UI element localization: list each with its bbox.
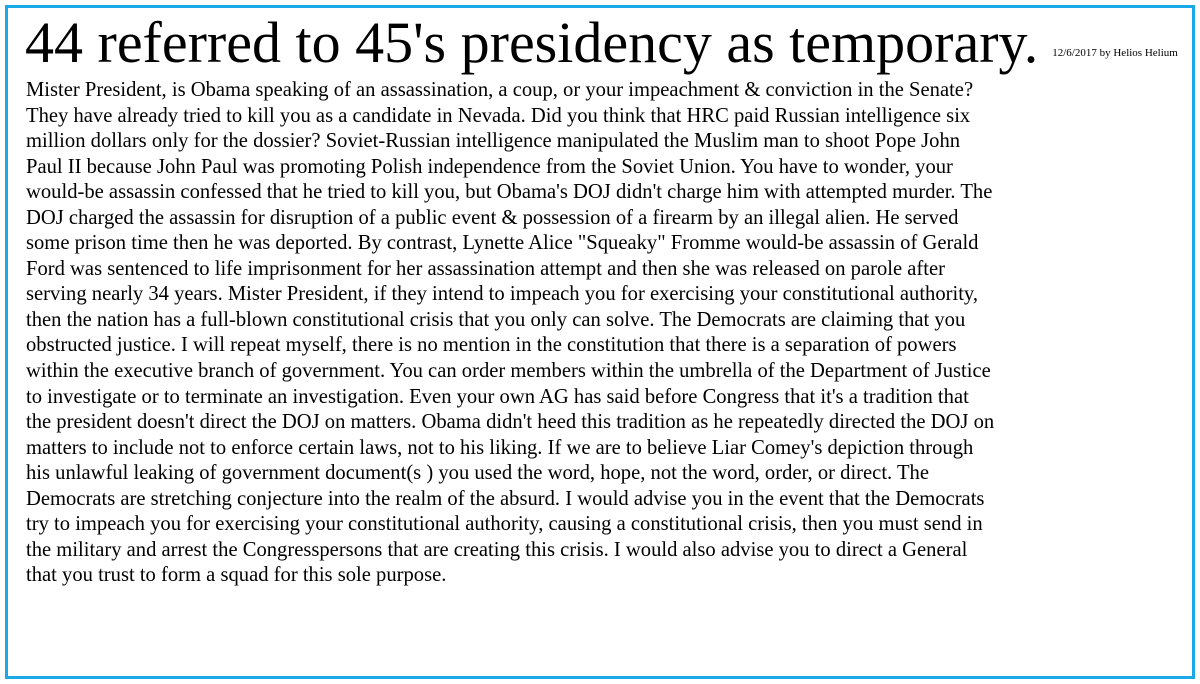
- byline: 12/6/2017 by Helios Helium: [1052, 47, 1178, 59]
- document-frame: [5, 5, 1195, 679]
- body-text: Mister President, is Obama speaking of an assassination, a coup, or your impeachment & conviction in the Senate? They have already tried to kill you as a candidate in Nevada. Did you think that HRC paid Russian intelligence six million dollars only for the dossier? Soviet-Russian intelligence manipulated the Muslim man to shoot Pope John Paul II because John Paul was promoting Polish independence from the Soviet Union. You have to wonder, your would-be assassin confessed that he tried to kill you, but Obama's DOJ didn't charge him with attempted murder. The DOJ charged the assassin for disruption of a public event & possession of a firearm by an illegal alien. He served some prison time then he was deported. By contrast, Lynette Alice "Squeaky" Fromme would-be assassin of Gerald Ford was sentenced to life imprisonment for her assassination attempt and then she was released on parole after serving nearly 34 years. Mister President, if they intend to impeach you for exercising your constitutional authority, then the nation has a full-blown constitutional crisis that you only can solve. The Democrats are claiming that you obstructed justice. I will repeat myself, there is no mention in the constitution that there is a separation of powers within the executive branch of government. You can order members within the umbrella of the Department of Justice to investigate or to terminate an investigation. Even your own AG has said before Congress that it's a tradition that the president doesn't direct the DOJ on matters. Obama didn't heed this tradition as he repeatedly directed the DOJ on matters to include not to enforce certain laws, not to his liking. If we are to believe Liar Comey's depiction through his unlawful leaking of government document(s ) you used the word, hope, not the word, order, or direct. The Democrats are stretching conjecture into the realm of the absurd. I would advise you in the event that the Democrats try to impeach you for exercising your constitutional authority, causing a constitutional crisis, then you must send in the military and arrest the Congresspersons that are creating this crisis. I would also advise you to direct a General that you trust to form a squad for this sole purpose.: [26, 79, 995, 587]
- header: [25, 10, 1178, 76]
- document-title: 44 referred to 45's presidency as temporary.: [25, 10, 1039, 75]
